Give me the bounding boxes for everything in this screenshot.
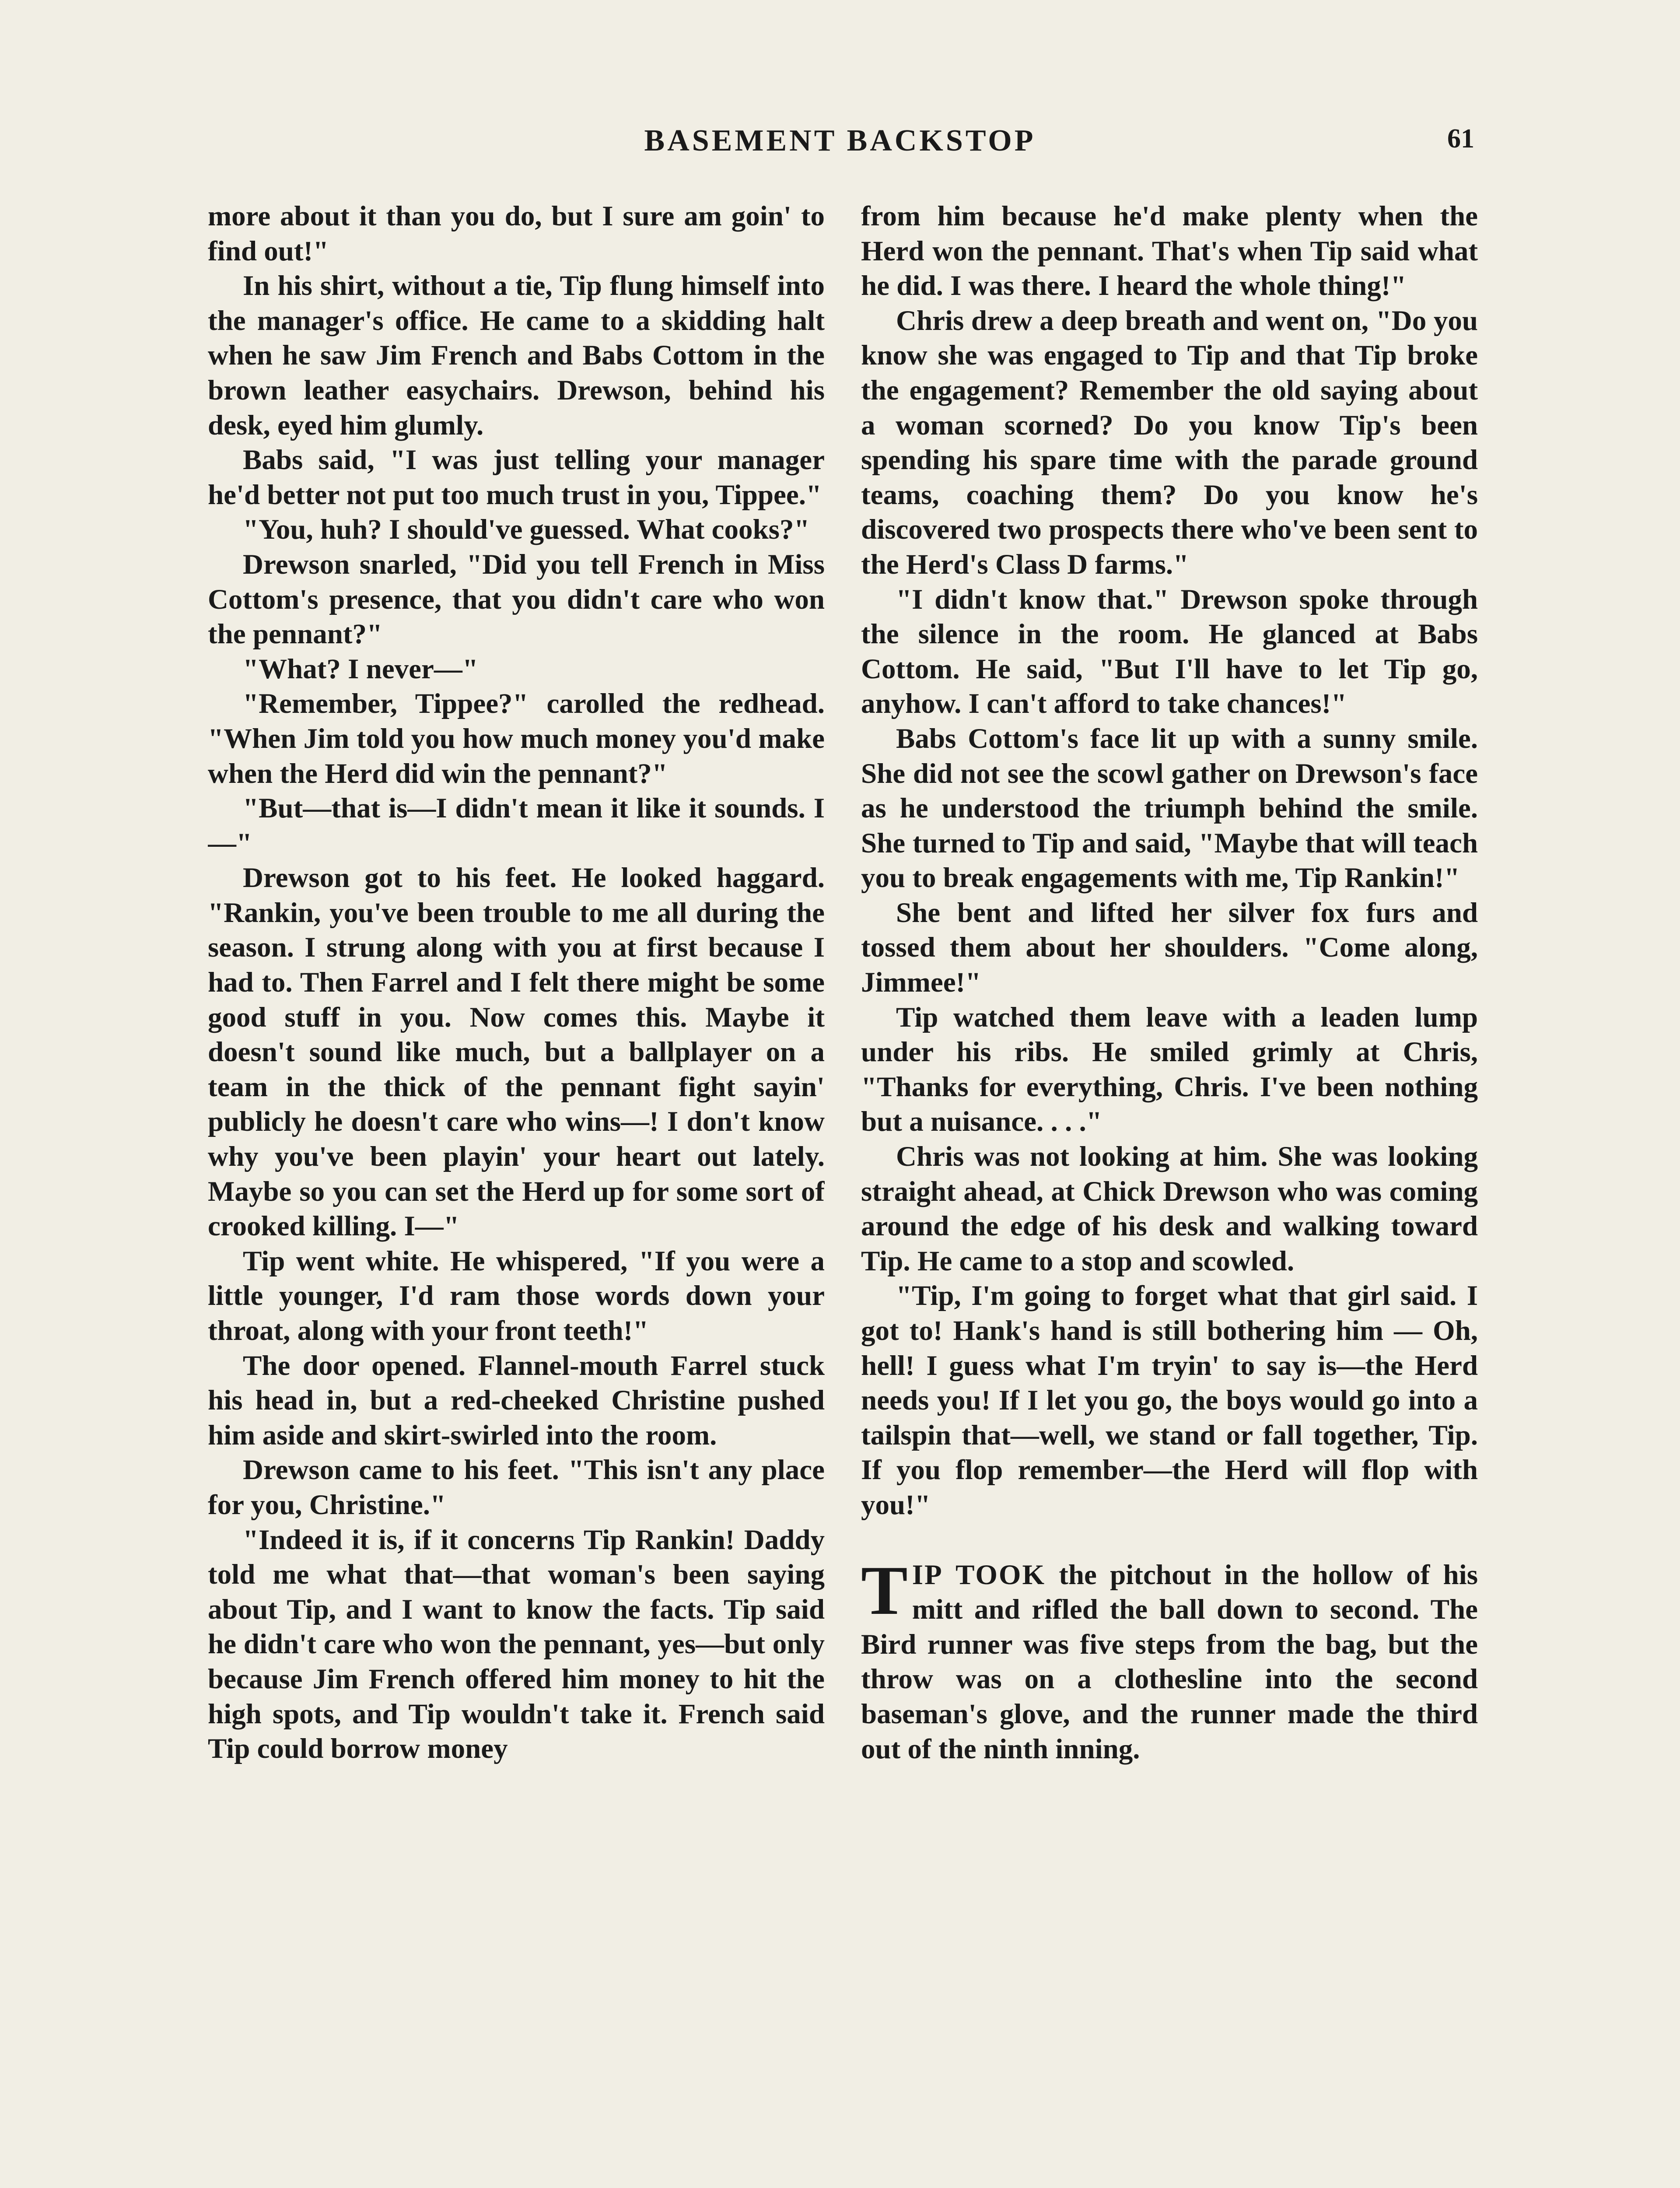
paragraph: In his shirt, without a tie, Tip flung himself into the manager's office. He came to a skidding halt when he saw Jim French and Babs Cottom in the brown leather easychairs. Drewson, behind his desk, eyed him glumly. [208, 270, 825, 441]
paragraph: more about it than you do, but I sure am goin' to find out!" [208, 200, 825, 267]
paragraph: "What? I never—" [243, 653, 478, 685]
page-header [206, 123, 1474, 172]
paragraph: Tip went white. He whispered, "If you were a little younger, I'd ram those words down your throat, along with your front teeth!" [208, 1245, 825, 1346]
paragraph: Chris drew a deep breath and went on, "Do you know she was engaged to Tip and that Tip broke the engagement? Remember the old saying about a woman scorned? Do you know Tip's been spending his spare time with the parade ground teams, coaching them? Do you know he's discovered two prospects there who've been sent to the Herd's Class D farms." [861, 305, 1478, 580]
paragraph: Chris was not looking at him. She was looking straight ahead, at Chick Drewson who was coming around the edge of his desk and walking toward Tip. He came to a stop and scowled. [861, 1141, 1478, 1277]
paragraph: "But—that is—I didn't mean it like it sounds. I—" [208, 792, 825, 859]
left-column [208, 199, 825, 2188]
paragraph: Drewson came to his feet. "This isn't any place for you, Christine." [208, 1454, 825, 1521]
paragraph: Drewson got to his feet. He looked haggard. "Rankin, you've been trouble to me all during the season. I strung along with you at first because I had to. Then Farrel and I felt there might be some good stuff in you. Now comes this. Maybe it doesn't sound like much, but a ballplayer on a team in the thick of the pennant fight sayin' publicly he doesn't care who wins—! I don't know why you've been playin' your heart out lately. Maybe so you can set the Herd up for some sort of crooked killing. I—" [208, 862, 825, 1242]
paragraph: She bent and lifted her silver fox furs and tossed them about her shoulders. "Come along, Jimmee!" [861, 897, 1478, 999]
paragraph: The door opened. Flannel-mouth Farrel stuck his head in, but a red-cheeked Christine pushed him aside and skirt-swirled into the room. [208, 1350, 825, 1451]
section-text: the pitchout in the hollow of his mitt and rifled the ball down to second. The Bird runner was five steps from the bag, but the throw was on a clothesline into the second baseman's glove, and the runner made the third out of the ninth inning. [861, 1559, 1478, 1765]
paragraph: "I didn't know that." Drewson spoke through the silence in the room. He glanced at Babs Cottom. He said, "But I'll have to let Tip go, anyhow. I can't afford to take chances!" [861, 583, 1478, 720]
paragraph: "You, huh? I should've guessed. What cooks?" [243, 514, 810, 546]
paragraph: "Tip, I'm going to forget what that girl said. I got to! Hank's hand is still bothering him — Oh, hell! I guess what I'm tryin' to say is—the Herd needs you! If I let you go, the boys would go into a tailspin that—well, we stand or fall together, Tip. If you flop remember—the Herd will flop with you!" [861, 1280, 1478, 1521]
section-opening-paragraph [861, 1551, 1478, 1767]
drop-cap: T [861, 1551, 908, 1629]
paragraph: Tip watched them leave with a leaden lump under his ribs. He smiled grimly at Chris, "Thanks for everything, Chris. I've been nothing but a nuisance. . . ." [861, 1001, 1478, 1138]
paragraph: Babs said, "I was just telling your manager he'd better not put too much trust in you, Tippee." [208, 444, 825, 511]
right-column [861, 199, 1478, 2188]
paragraph: Babs Cottom's face lit up with a sunny smile. She did not see the scowl gather on Drewson's face as he understood the triumph behind the smile. She turned to Tip and said, "Maybe that will teach you to break engagements with me, Tip Rankin!" [861, 722, 1478, 894]
running-title: BASEMENT BACKSTOP [644, 124, 1036, 158]
paragraph: "Indeed it is, if it concerns Tip Rankin! Daddy told me what that—that woman's been saying about Tip, and I want to know the facts. Tip said he didn't care who won the pennant, yes—but only because Jim French offered him money to hit the high spots, and Tip wouldn't take it. French said Tip could borrow money [208, 1524, 825, 1765]
paragraph: "Remember, Tippee?" carolled the redhead. "When Jim told you how much money you'd make when the Herd did win the pennant?" [208, 688, 825, 789]
lead-in: IP TOOK [912, 1559, 1046, 1591]
page-number: 61 [1447, 124, 1474, 154]
paragraph: from him because he'd make plenty when the Herd won the pennant. That's when Tip said what he did. I was there. I heard the whole thing!" [861, 200, 1478, 302]
paragraph: Drewson snarled, "Did you tell French in Miss Cottom's presence, that you didn't care who won the pennant?" [208, 548, 825, 650]
